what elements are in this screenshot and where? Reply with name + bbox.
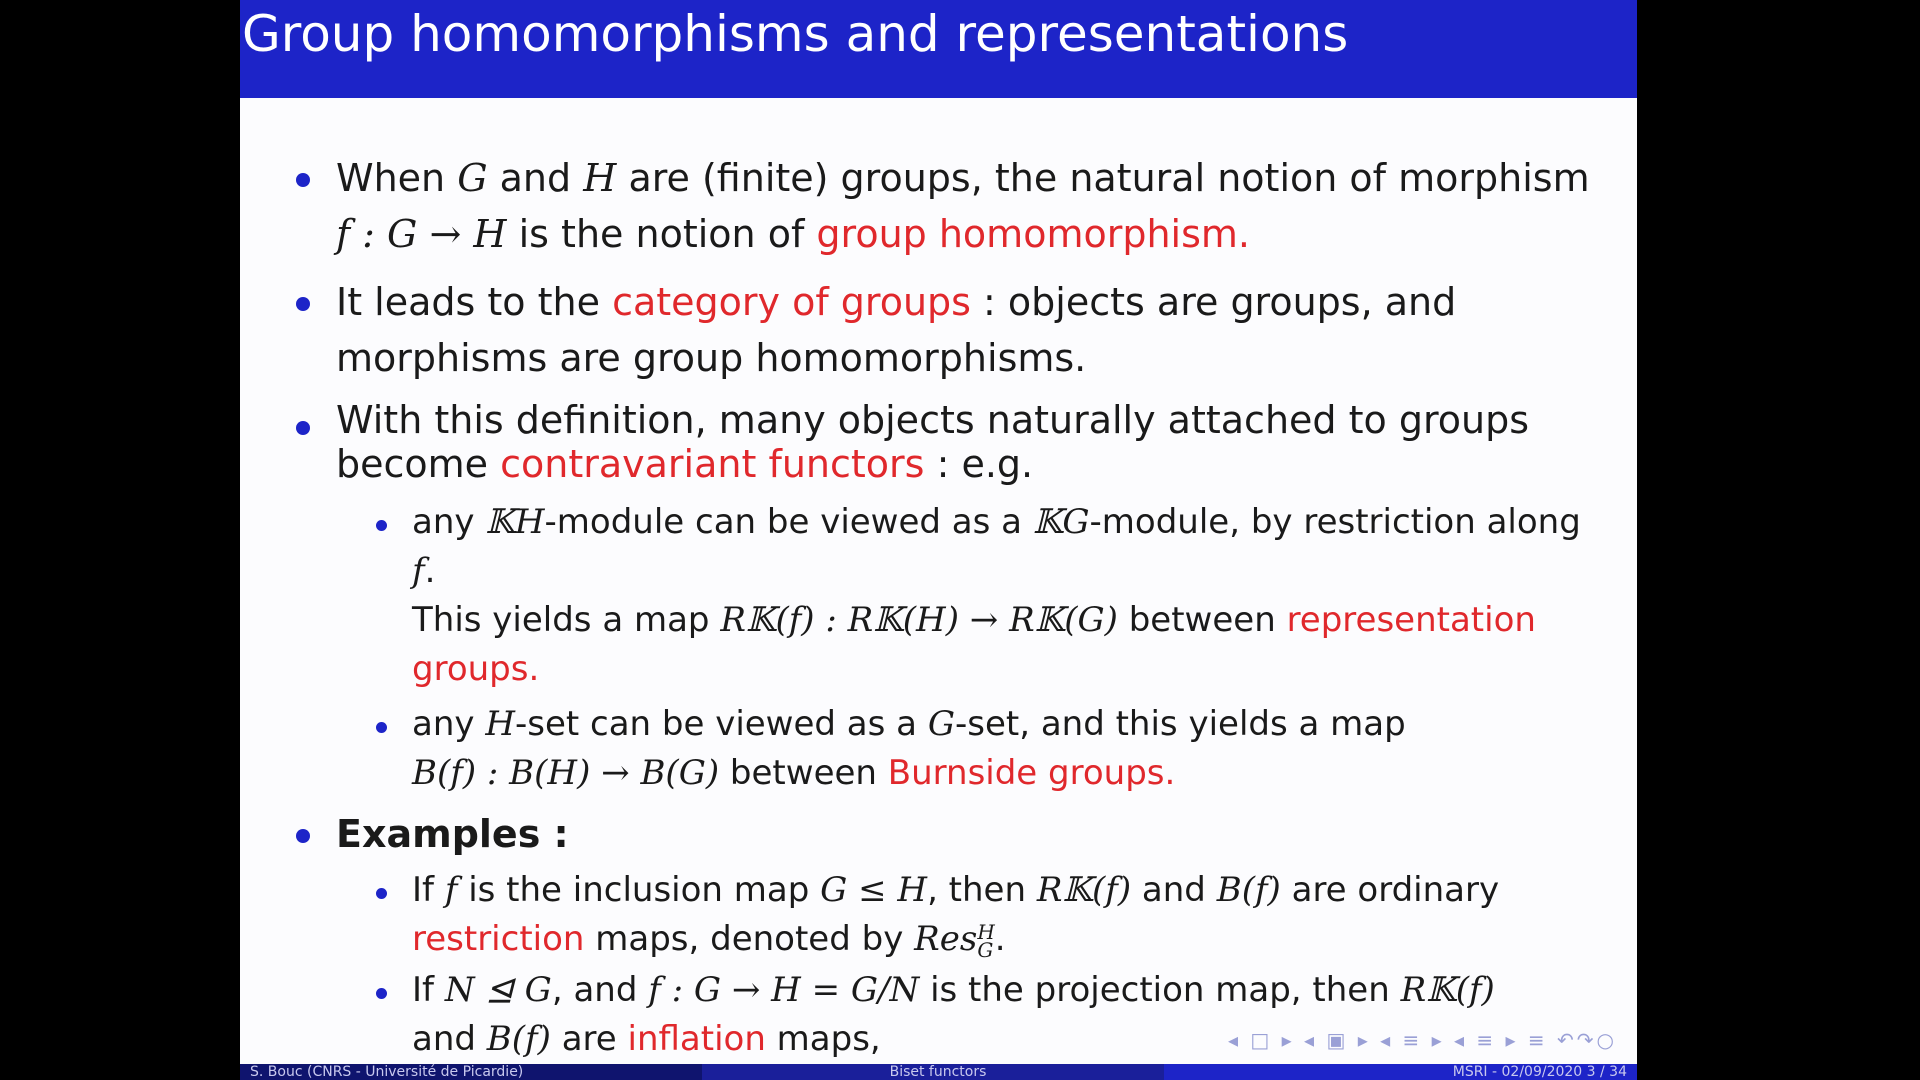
term-contravariant-functors: contravariant functors xyxy=(500,442,925,486)
beamer-navigation-icons[interactable]: ◂ □ ▸ ◂ ▣ ▸ ◂ ≡ ▸ ◂ ≡ ▸ ≡ ↶↷○ xyxy=(1228,1028,1617,1052)
term-category-of-groups: category of groups xyxy=(612,280,971,324)
bullet-dot xyxy=(296,829,310,843)
term-group-homomorphism: group homomorphism. xyxy=(816,212,1250,256)
subbullet-dot xyxy=(376,888,387,899)
subbullet-text: any 𝕂H-module can be viewed as a 𝕂G-module, by restriction along f. This yields a map R𝕂(f) : R𝕂(H) → R𝕂(G) between representation groups. xyxy=(412,502,1581,689)
title-bar xyxy=(240,0,1637,98)
examples-label: Examples : xyxy=(336,812,569,856)
subbullet-dot xyxy=(376,722,387,733)
subbullet-burnside-groups xyxy=(376,700,1590,798)
subbullet-text: any H-set can be viewed as a G-set, and this yields a map B(f) : B(H) → B(G) between Burnside groups. xyxy=(412,704,1406,793)
bullet-dot xyxy=(296,297,310,311)
subbullet-dot xyxy=(376,520,387,531)
bullet-group-homomorphism xyxy=(290,150,1590,262)
subbullet-representation-groups xyxy=(376,498,1590,694)
bullet-contravariant-functors xyxy=(290,398,1590,486)
subbullet-dot xyxy=(376,988,387,999)
subbullet-restriction xyxy=(376,866,1590,964)
term-representation-groups: representation groups. xyxy=(412,600,1536,689)
bullet-dot xyxy=(296,173,310,187)
slide xyxy=(240,0,1637,1080)
bullet-category-of-groups xyxy=(290,274,1590,386)
bullet-text: When G and H are (finite) groups, the natural notion of morphism f : G → H is the notion of group homomorphism. xyxy=(336,156,1590,256)
footer xyxy=(240,1064,1637,1080)
footer-date-page: MSRI - 02/09/2020 3 / 34 xyxy=(1164,1064,1637,1080)
bullet-dot xyxy=(296,421,310,435)
bullet-text: It leads to the category of groups : objects are groups, and morphisms are group homomorphisms. xyxy=(336,280,1457,380)
subbullet-text: If f is the inclusion map G ≤ H, then R𝕂(f) and B(f) are ordinary restriction maps, denoted by Res H G . xyxy=(412,870,1500,962)
bullet-text: With this definition, many objects naturally attached to groups become contravariant functors : e.g. xyxy=(336,398,1529,486)
term-restriction: restriction xyxy=(412,919,585,959)
bullet-examples xyxy=(290,806,1590,862)
subbullet-text: If N ⊴ G, and f : G → H = G/N is the projection map, then R𝕂(f) and B(f) are inflation maps, xyxy=(412,970,1495,1059)
slide-content xyxy=(290,150,1590,1064)
slide-title: Group homomorphisms and representations xyxy=(242,5,1349,63)
footer-title: Biset functors xyxy=(702,1064,1165,1080)
term-burnside-groups: Burnside groups. xyxy=(887,753,1176,793)
footer-author: S. Bouc (CNRS - Université de Picardie) xyxy=(240,1064,702,1080)
term-inflation: inflation xyxy=(627,1019,766,1059)
